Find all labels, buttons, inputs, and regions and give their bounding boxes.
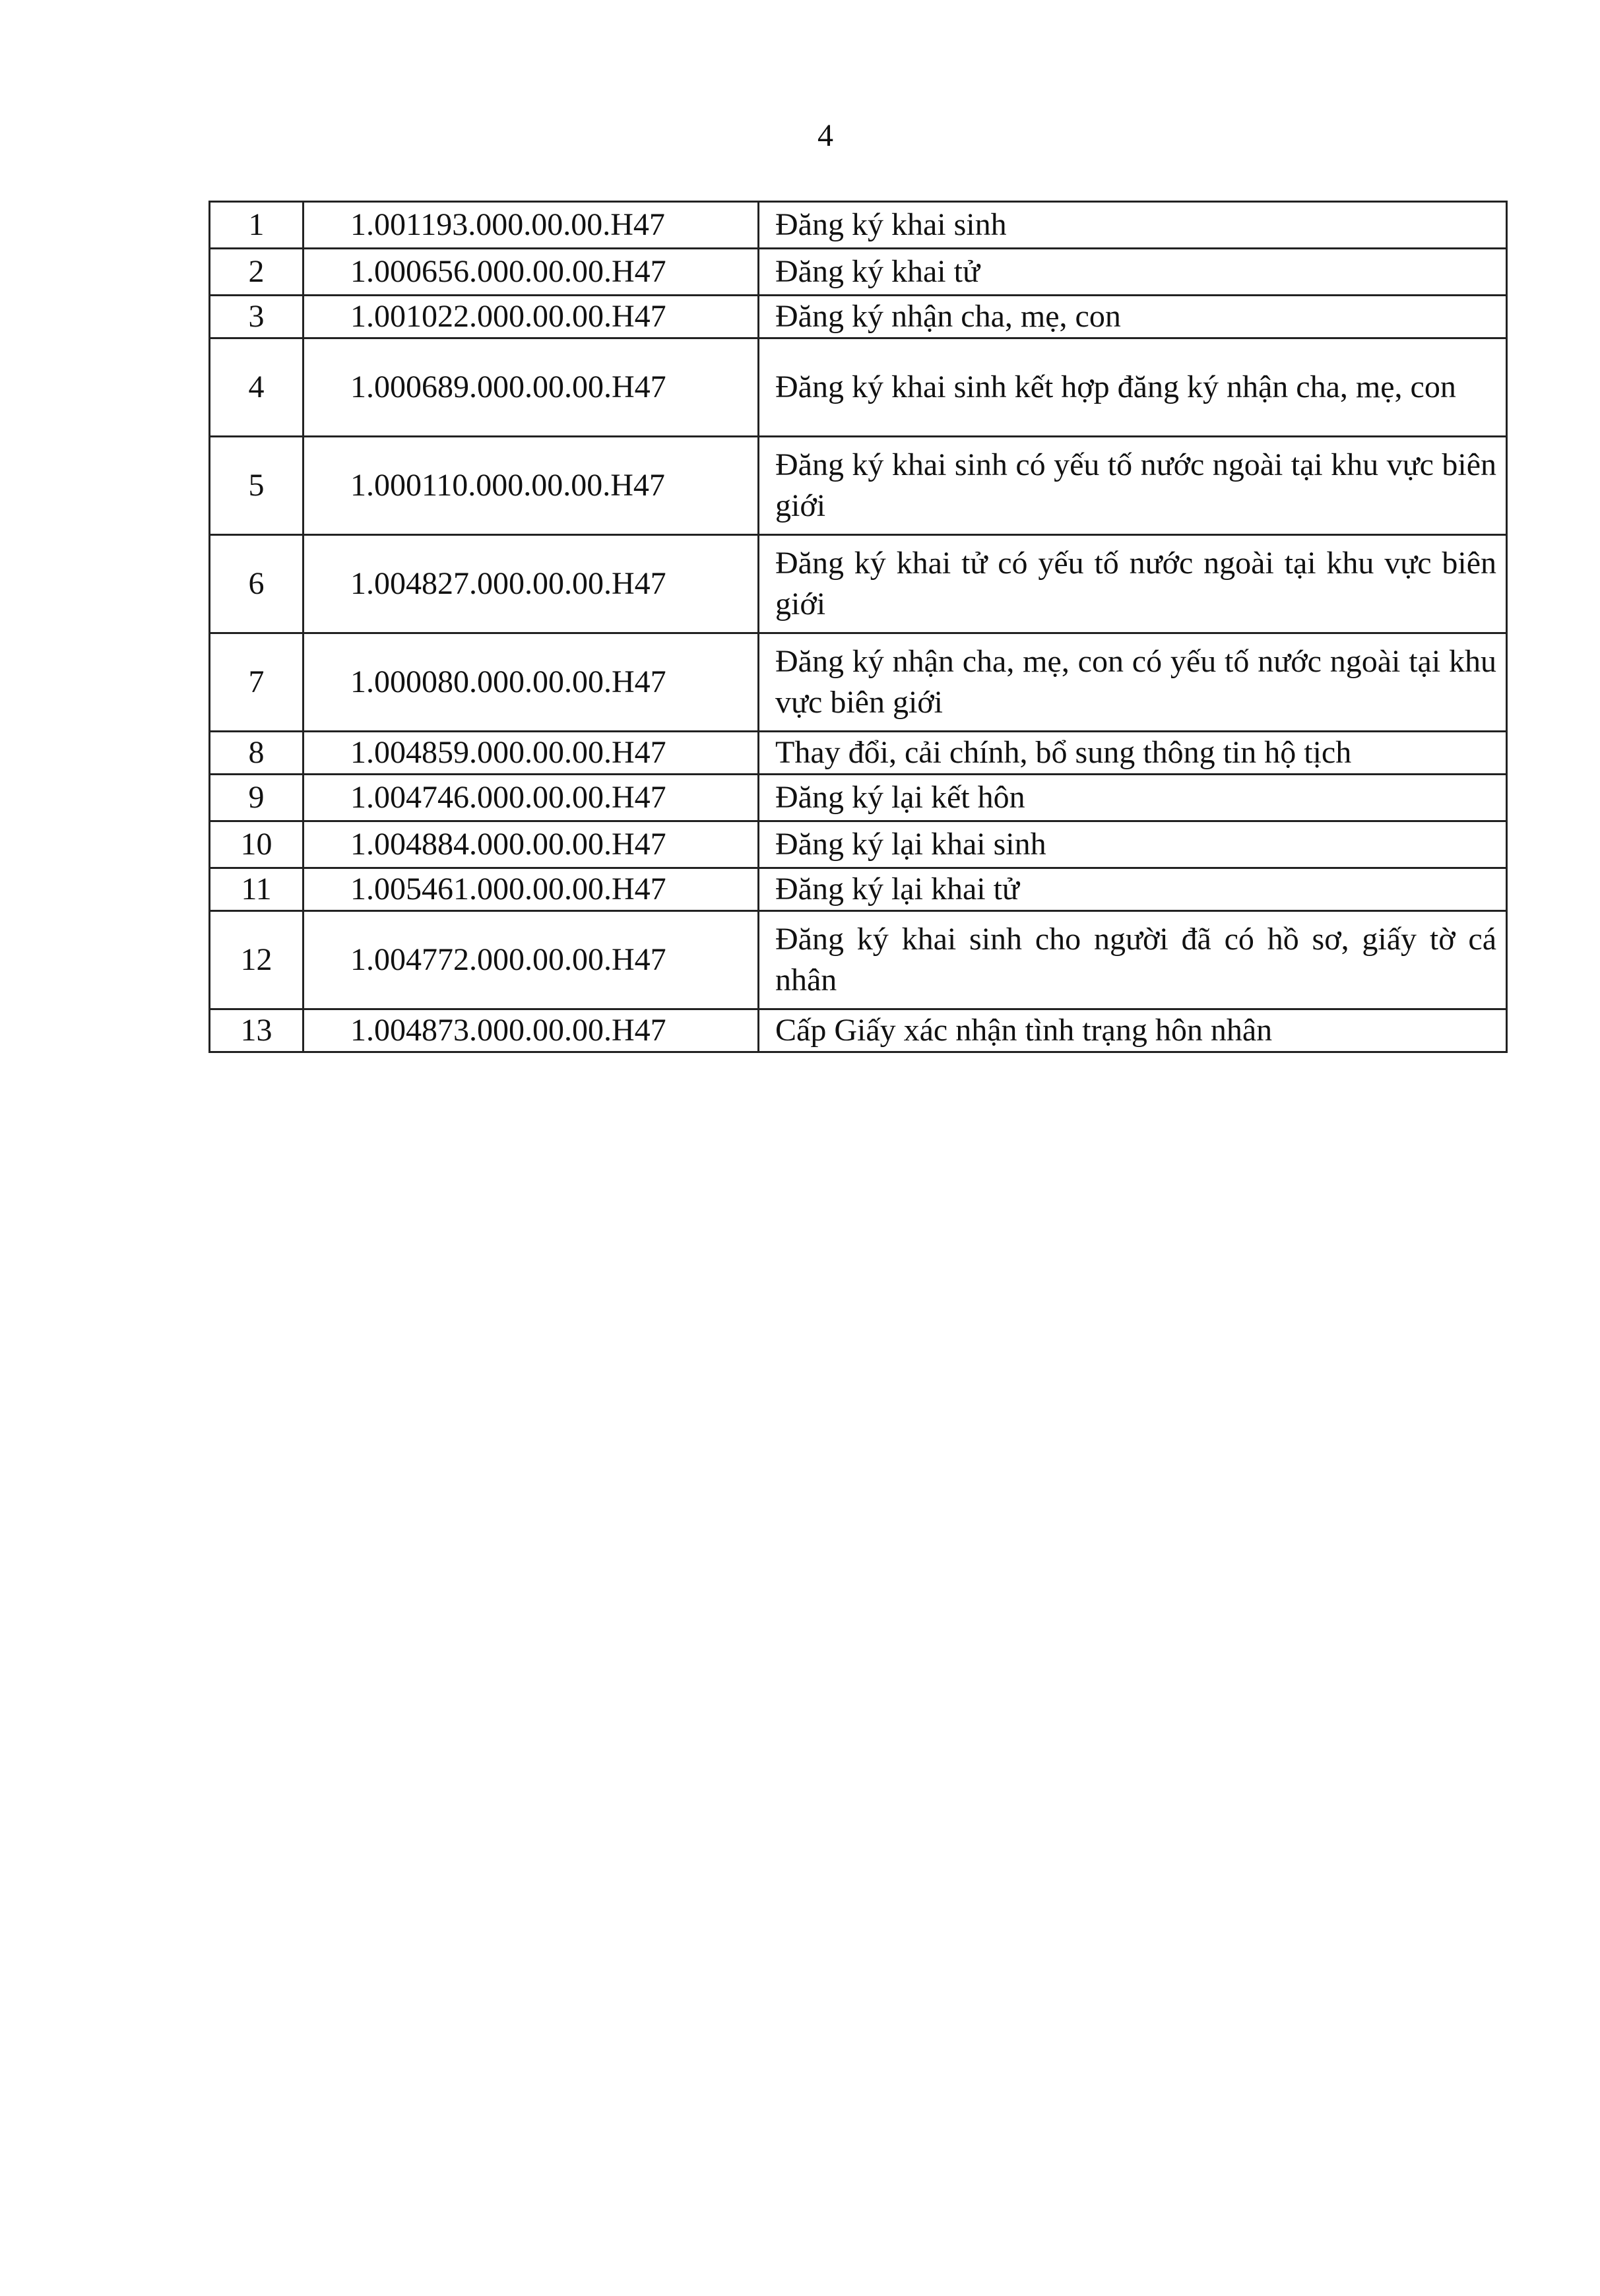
row-index-cell: 5 <box>210 437 304 535</box>
row-index-cell: 7 <box>210 633 304 732</box>
procedure-name-cell: Đăng ký khai sinh kết hợp đăng ký nhận cha, mẹ, con <box>759 338 1507 437</box>
procedure-name-cell: Đăng ký khai tử <box>759 249 1507 296</box>
table-row <box>210 437 1507 535</box>
procedure-name-cell: Đăng ký khai tử có yếu tố nước ngoài tại khu vực biên giới <box>759 535 1507 633</box>
procedure-code-cell: 1.004746.000.00.00.H47 <box>304 775 759 821</box>
row-index-cell: 4 <box>210 338 304 437</box>
table-row <box>210 868 1507 911</box>
row-index-cell: 1 <box>210 202 304 249</box>
procedure-name-cell: Đăng ký nhận cha, mẹ, con <box>759 296 1507 338</box>
row-index-cell: 13 <box>210 1009 304 1052</box>
procedure-name-cell: Đăng ký nhận cha, mẹ, con có yếu tố nước ngoài tại khu vực biên giới <box>759 633 1507 732</box>
procedure-name-cell: Đăng ký lại khai sinh <box>759 821 1507 868</box>
procedure-name-cell: Đăng ký lại khai tử <box>759 868 1507 911</box>
procedures-table-body <box>210 202 1507 1052</box>
row-index-cell: 11 <box>210 868 304 911</box>
table-row <box>210 249 1507 296</box>
procedures-table <box>208 201 1508 1053</box>
row-index-cell: 10 <box>210 821 304 868</box>
row-index-cell: 12 <box>210 911 304 1009</box>
table-row <box>210 1009 1507 1052</box>
procedure-code-cell: 1.000110.000.00.00.H47 <box>304 437 759 535</box>
procedure-name-cell: Đăng ký khai sinh <box>759 202 1507 249</box>
procedure-code-cell: 1.004859.000.00.00.H47 <box>304 732 759 775</box>
procedure-name-cell: Cấp Giấy xác nhận tình trạng hôn nhân <box>759 1009 1507 1052</box>
table-row <box>210 296 1507 338</box>
table-row <box>210 633 1507 732</box>
procedure-code-cell: 1.004873.000.00.00.H47 <box>304 1009 759 1052</box>
table-row <box>210 732 1507 775</box>
procedure-code-cell: 1.000656.000.00.00.H47 <box>304 249 759 296</box>
procedure-code-cell: 1.004772.000.00.00.H47 <box>304 911 759 1009</box>
procedure-code-cell: 1.000080.000.00.00.H47 <box>304 633 759 732</box>
table-row <box>210 202 1507 249</box>
procedure-code-cell: 1.000689.000.00.00.H47 <box>304 338 759 437</box>
table-row <box>210 535 1507 633</box>
row-index-cell: 8 <box>210 732 304 775</box>
procedure-code-cell: 1.004827.000.00.00.H47 <box>304 535 759 633</box>
procedure-code-cell: 1.004884.000.00.00.H47 <box>304 821 759 868</box>
procedure-code-cell: 1.001193.000.00.00.H47 <box>304 202 759 249</box>
procedure-code-cell: 1.001022.000.00.00.H47 <box>304 296 759 338</box>
row-index-cell: 9 <box>210 775 304 821</box>
row-index-cell: 3 <box>210 296 304 338</box>
page-number: 4 <box>817 118 833 153</box>
procedure-name-cell: Đăng ký khai sinh cho người đã có hồ sơ, giấy tờ cá nhân <box>759 911 1507 1009</box>
procedure-name-cell: Đăng ký khai sinh có yếu tố nước ngoài tại khu vực biên giới <box>759 437 1507 535</box>
procedure-name-cell: Thay đổi, cải chính, bổ sung thông tin hộ tịch <box>759 732 1507 775</box>
table-row <box>210 911 1507 1009</box>
table-row <box>210 775 1507 821</box>
table-row <box>210 338 1507 437</box>
row-index-cell: 2 <box>210 249 304 296</box>
procedure-code-cell: 1.005461.000.00.00.H47 <box>304 868 759 911</box>
row-index-cell: 6 <box>210 535 304 633</box>
procedure-name-cell: Đăng ký lại kết hôn <box>759 775 1507 821</box>
table-row <box>210 821 1507 868</box>
